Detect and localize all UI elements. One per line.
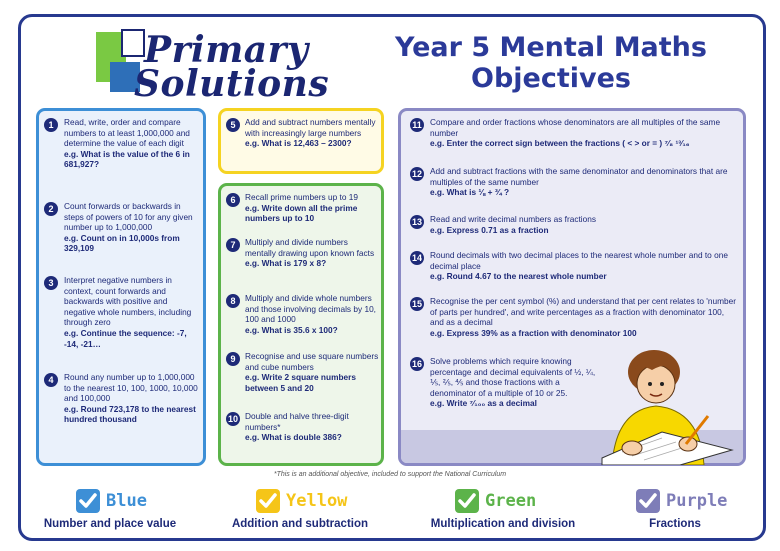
legend-colour-purple: Purple <box>666 491 728 511</box>
objective-text: Multiply and divide numbers mentally drawing upon known facts <box>245 237 375 258</box>
objective-4 <box>64 372 198 425</box>
objective-text: Read, write, order and compare numbers to at least 1,000,000 and determine the value of each digit <box>64 117 190 149</box>
objective-number: 3 <box>44 276 58 290</box>
objective-example: e.g. What is the value of the 6 in 681,927? <box>64 148 190 170</box>
objective-example: e.g. Count on in 10,000s from 329,109 <box>64 232 180 254</box>
objective-7 <box>245 237 379 269</box>
objective-example: e.g. Write down all the prime numbers up to 10 <box>245 202 358 224</box>
objective-6 <box>245 192 379 224</box>
objective-number: 6 <box>226 193 240 207</box>
objective-example: e.g. What is ⅛ + ¾ ? <box>430 187 510 198</box>
objective-1 <box>64 117 198 170</box>
logo-word-primary: Primary <box>144 29 309 71</box>
objective-number: 13 <box>411 217 422 227</box>
objective-number: 5 <box>226 118 240 132</box>
title-line-2: Objectives <box>471 63 631 94</box>
title-line-1: Year 5 Mental Maths <box>395 32 707 63</box>
objective-text: Compare and order fractions whose denominators are all multiples of the same number <box>430 117 721 138</box>
blue-check-icon <box>76 489 100 513</box>
objective-5 <box>245 117 379 149</box>
primary-solutions-logo <box>78 22 330 105</box>
objective-number: 2 <box>44 202 58 216</box>
objective-text: Multiply and divide whole numbers and those involving decimals by 10, 100 and 1000 <box>245 293 376 325</box>
objective-number: 11 <box>410 118 424 132</box>
objective-number: 1 <box>44 118 58 132</box>
objective-8 <box>245 293 379 335</box>
objective-15 <box>430 296 736 338</box>
legend-label-purple: Fractions <box>649 518 701 530</box>
objective-number: 4 <box>44 373 58 387</box>
legend-colour-yellow: Yellow <box>286 491 348 511</box>
objective-text: Recognise and use square numbers and cube numbers <box>245 351 379 372</box>
logo-word-solutions: Solutions <box>134 63 330 105</box>
legend-colour-blue: Blue <box>106 491 147 511</box>
objective-3 <box>64 275 198 349</box>
objective-text: Add and subtract numbers mentally with increasingly large numbers <box>245 117 376 138</box>
objective-text: Count forwards or backwards in steps of powers of 10 for any given number up to 1,000,000 <box>64 201 193 233</box>
legend-colour-green: Green <box>485 491 537 511</box>
objective-example: e.g. Continue the sequence: -7, -14, -21… <box>64 327 187 349</box>
objective-example: e.g. What is double 386? <box>245 432 342 443</box>
objective-12 <box>430 166 736 198</box>
objective-11 <box>430 117 736 149</box>
objective-example: e.g. Express 39% as a fraction with denominator 100 <box>430 327 637 338</box>
page-title <box>376 32 726 94</box>
objective-text: Recognise the per cent symbol (%) and understand that per cent relates to 'number of parts per hundred', and write percentages as a fraction with denominator 100, and as a decimal <box>430 296 736 328</box>
objective-example: e.g. Round 723,178 to the nearest hundred thousand <box>64 403 196 425</box>
objective-number: 14 <box>411 253 422 263</box>
child-writing-illustration <box>592 340 742 465</box>
objective-number: 16 <box>411 359 422 369</box>
objective-text: Round any number up to 1,000,000 to the nearest 10, 100, 1000, 10,000 and 100,000 <box>64 372 198 404</box>
objective-example: e.g. Round 4.67 to the nearest whole number <box>430 271 607 282</box>
yellow-check-icon <box>256 489 280 513</box>
objective-9 <box>245 351 379 393</box>
footnote: *This is an additional objective, included to support the National Curriculum <box>273 471 507 478</box>
objective-10 <box>245 411 379 443</box>
objective-example: e.g. What is 35.6 x 100? <box>245 324 338 335</box>
legend-label-green: Multiplication and division <box>430 518 576 530</box>
objective-example: e.g. Write 2 square numbers between 5 and 20 <box>245 372 356 393</box>
objective-example: e.g. Enter the correct sign between the fractions ( < > or = ) ⁷⁄₈ ¹³⁄₁₆ <box>430 138 690 149</box>
objective-text: Double and halve three-digit numbers* <box>245 411 349 432</box>
objective-number: 9 <box>226 352 240 366</box>
objective-example: e.g. Express 0.71 as a fraction <box>430 224 549 235</box>
green-check-icon <box>455 489 479 513</box>
objective-example: e.g. Write ⁷⁄₁₀₀ as a decimal <box>430 398 537 409</box>
legend-label-blue: Number and place value <box>43 518 177 530</box>
objective-number: 8 <box>226 294 240 308</box>
objective-text: Round decimals with two decimal places to the nearest whole number and to one decimal place <box>430 250 728 271</box>
objective-number: 15 <box>411 299 422 309</box>
objective-13 <box>430 214 736 235</box>
objective-16 <box>430 356 598 409</box>
objective-text: Read and write decimal numbers as fractions <box>430 214 597 224</box>
objective-number: 12 <box>411 169 422 179</box>
objective-example: e.g. What is 179 x 8? <box>245 258 327 269</box>
objective-text: Interpret negative numbers in context, count forwards and backwards with positive and negative whole numbers, including through zero <box>64 275 192 328</box>
purple-check-icon <box>636 489 660 513</box>
objective-number: 7 <box>226 238 240 252</box>
objective-text: Recall prime numbers up to 19 <box>245 192 358 202</box>
objective-example: e.g. What is 12,463 – 2300? <box>245 138 352 149</box>
legend-label-yellow: Addition and subtraction <box>231 518 369 530</box>
objective-text: Add and subtract fractions with the same denominator and denominators that are multiples of the same number <box>430 166 728 187</box>
objective-2 <box>64 201 198 254</box>
objective-14 <box>430 250 736 282</box>
objective-number: 10 <box>227 414 238 424</box>
objective-text: Solve problems which require knowing percentage and decimal equivalents of ½, ¼, ⅕, ⅖, ⅘ and those fractions with a denominator of a multiple of 10 or 25. <box>430 356 596 398</box>
